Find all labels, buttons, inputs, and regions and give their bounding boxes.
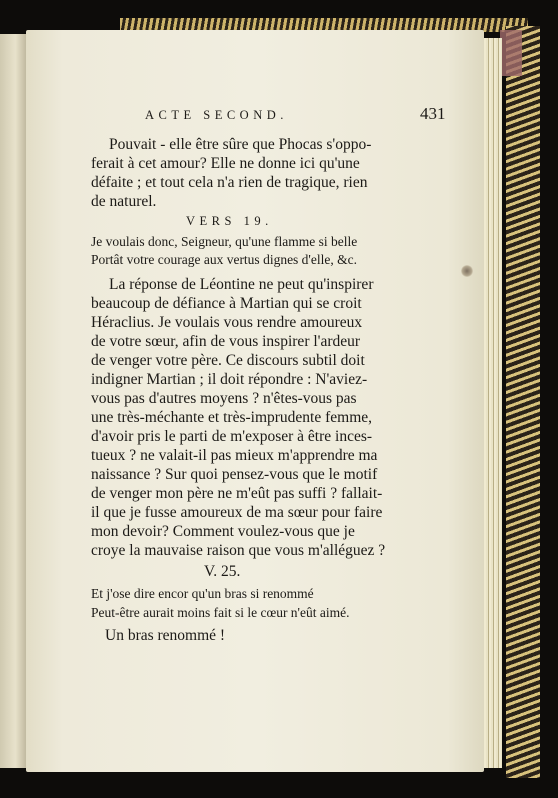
para1-line-1: Pouvait - elle être sûre que Phocas s'oppo-: [109, 136, 372, 153]
verse-25-line-2: Peut-être aurait moins fait si le cœur n'eût aimé.: [91, 605, 350, 620]
para2-line-10: tueux ? ne valait-il pas mieux m'apprendre ma: [91, 447, 378, 464]
para3: Un bras renommé !: [105, 627, 226, 644]
verse-19-line-2: Portât votre courage aux vertus dignes d'elle, &c.: [91, 252, 357, 267]
verse-19-label: VERS 19.: [186, 214, 273, 228]
para1-line-2: ferait à cet amour? Elle ne donne ici qu'une: [91, 155, 360, 172]
para2-line-7: vous pas d'autres moyens ? n'êtes-vous pas: [91, 390, 357, 407]
para2-line-2: beaucoup de défiance à Martian qui se croit: [91, 295, 362, 312]
para2-line-14: mon devoir? Comment voulez-vous que je: [91, 523, 355, 540]
para2-line-8: une très-méchante et très-imprudente femme,: [91, 409, 373, 426]
para2-line-15: croye la mauvaise raison que vous m'alléguez ?: [91, 542, 386, 559]
running-title: ACTE SECOND.: [145, 108, 288, 122]
para2-line-13: il que je fusse amoureux de ma sœur pour faire: [91, 504, 383, 521]
para2-line-1: La réponse de Léontine ne peut qu'inspirer: [109, 276, 374, 293]
page-number: 431: [420, 104, 446, 123]
para1-line-3: défaite ; et tout cela n'a rien de tragique, rien: [91, 174, 368, 191]
para2-line-5: de venger votre père. Ce discours subtil doit: [91, 352, 365, 369]
verse-19-line-1: Je voulais donc, Seigneur, qu'une flamme si belle: [91, 234, 358, 249]
para2-line-4: de votre sœur, afin de vous inspirer l'ardeur: [91, 333, 361, 350]
para1-line-4: de naturel.: [91, 193, 157, 210]
verse-25-label: V. 25.: [204, 563, 241, 580]
para2-line-3: Héraclius. Je voulais vous rendre amoureux: [91, 314, 363, 331]
verse-25-line-1: Et j'ose dire encor qu'un bras si renommé: [91, 586, 314, 601]
para2-line-6: indigner Martian ; il doit répondre : N'aviez-: [91, 371, 368, 388]
para2-line-11: naissance ? Sur quoi pensez-vous que le motif: [91, 466, 378, 483]
para2-line-12: de venger mon père ne m'eût pas suffi ? fallait-: [91, 485, 383, 502]
para2-line-9: d'avoir pris le parti de m'exposer à être inces-: [91, 428, 373, 445]
